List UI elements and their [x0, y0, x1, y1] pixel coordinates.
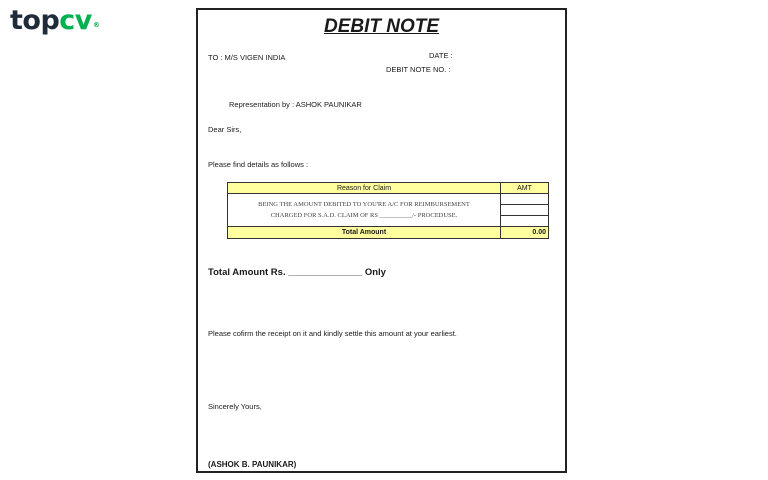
reason-line-2: CHARGED FOR S.A.D. CLAIM OF RS __________/- PROCEDUSE. [270, 212, 458, 219]
claim-table-header [228, 183, 549, 194]
reason-cell [228, 194, 501, 227]
col-amt-header: AMT [501, 183, 549, 194]
date-label: DATE : [429, 51, 453, 60]
topcv-logo [10, 6, 98, 36]
closing: Sincerely Yours, [208, 402, 262, 411]
logo-text-cv: cv [59, 5, 92, 36]
claim-row [228, 194, 549, 227]
claim-total-row [228, 227, 549, 239]
reason-line-1: BEING THE AMOUNT DEBITED TO YOU'RE A/C FOR REIMBURSEMENT [258, 201, 470, 208]
to-line: TO : M/S VIGEN INDIA [208, 53, 286, 62]
amt-lines [501, 194, 548, 226]
total-label: Total Amount [228, 227, 501, 239]
amt-line [501, 216, 548, 226]
total-value: 0.00 [501, 227, 549, 239]
col-reason-header: Reason for Claim [228, 183, 501, 194]
logo-text-top: top [10, 5, 60, 36]
salutation: Dear Sirs, [208, 125, 242, 134]
debit-note-no-label: DEBIT NOTE NO. : [386, 65, 451, 74]
signature: (ASHOK B. PAUNIKAR) [208, 460, 297, 469]
debit-note-page [196, 8, 567, 473]
total-amount-line: Total Amount Rs. ______________ Only [208, 267, 386, 278]
document-title: DEBIT NOTE [323, 16, 440, 37]
representation-line: Representation by : ASHOK PAUNIKAR [229, 100, 362, 109]
details-intro: Please find details as follows : [208, 160, 309, 169]
claim-table [227, 182, 549, 239]
amt-line [501, 205, 548, 216]
amt-line [501, 194, 548, 205]
confirm-text: Please cofirm the receipt on it and kindly settle this amount at your earliest. [208, 329, 457, 338]
amt-cell [501, 194, 549, 227]
registered-mark: ® [92, 21, 100, 29]
